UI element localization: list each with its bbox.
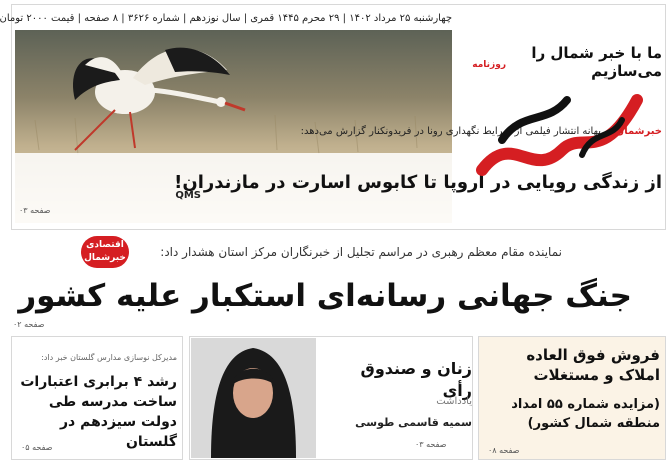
opinion-author: سمیه قاسمی طوسی [355,416,472,429]
lead-story-lead: به بهانه انتشار فیلمی از شرایط نگهداری رونا در فریدونکنار گزارش می‌دهد: [300,126,613,137]
issue-info-bar: چهارشنبه ۲۵ مرداد ۱۴۰۲ | ۲۹ محرم ۱۴۴۵ قمری | سال نوزدهم | شماره ۳۶۲۶ | ۸ صفحه | قیمت ۲۰۰۰ تومان [0,13,452,24]
lead-story-headline[interactable]: از زندگی رویایی در اروپا تا کابوس اسارت در مازندران! [174,172,662,193]
auction-subtitle: (مزایده شماره ۵۵ امداد منطقه شمال کشور) [511,397,660,431]
qms-logo: QMS [175,190,201,201]
auction-title: فروش فوق العاده املاک و مستغلات [526,346,660,384]
section-badge[interactable]: اقتصادی خبرشمال [81,236,129,268]
certification-strip [11,186,201,206]
auction-page: صفحه ۰۸ [488,446,520,455]
lead-story-page: صفحه ۰۳ [19,206,51,215]
author-portrait [191,338,316,458]
logo-prefix: روزنامه [472,60,506,70]
education-title: رشد ۴ برابری اعتبارات ساخت مدرسه طی دولت سیزدهم در گلستان [20,374,177,450]
lead-story-kicker: خبرشمال [615,126,662,137]
main-story-lead: نماینده مقام معظم رهبری در مراسم تجلیل از خبرنگاران مرکز استان هشدار داد: [160,245,562,259]
newspaper-logo [472,70,652,190]
main-story-page: صفحه ۰۲ [13,320,45,329]
main-story-headline[interactable]: جنگ جهانی رسانه‌ای استکبار علیه کشور [18,278,632,314]
education-lead: مدیرکل نوسازی مدارس گلستان خبر داد: [41,353,177,362]
opinion-title: زنان و صندوق رأی [360,359,472,400]
author-photo [191,338,316,458]
education-page: صفحه ۰۵ [21,443,53,452]
opinion-page: صفحه ۰۳ [415,440,447,449]
tagline: ما با خبر شمال را می‌سازیم [531,44,662,80]
opinion-kicker: یادداشت [436,396,472,407]
